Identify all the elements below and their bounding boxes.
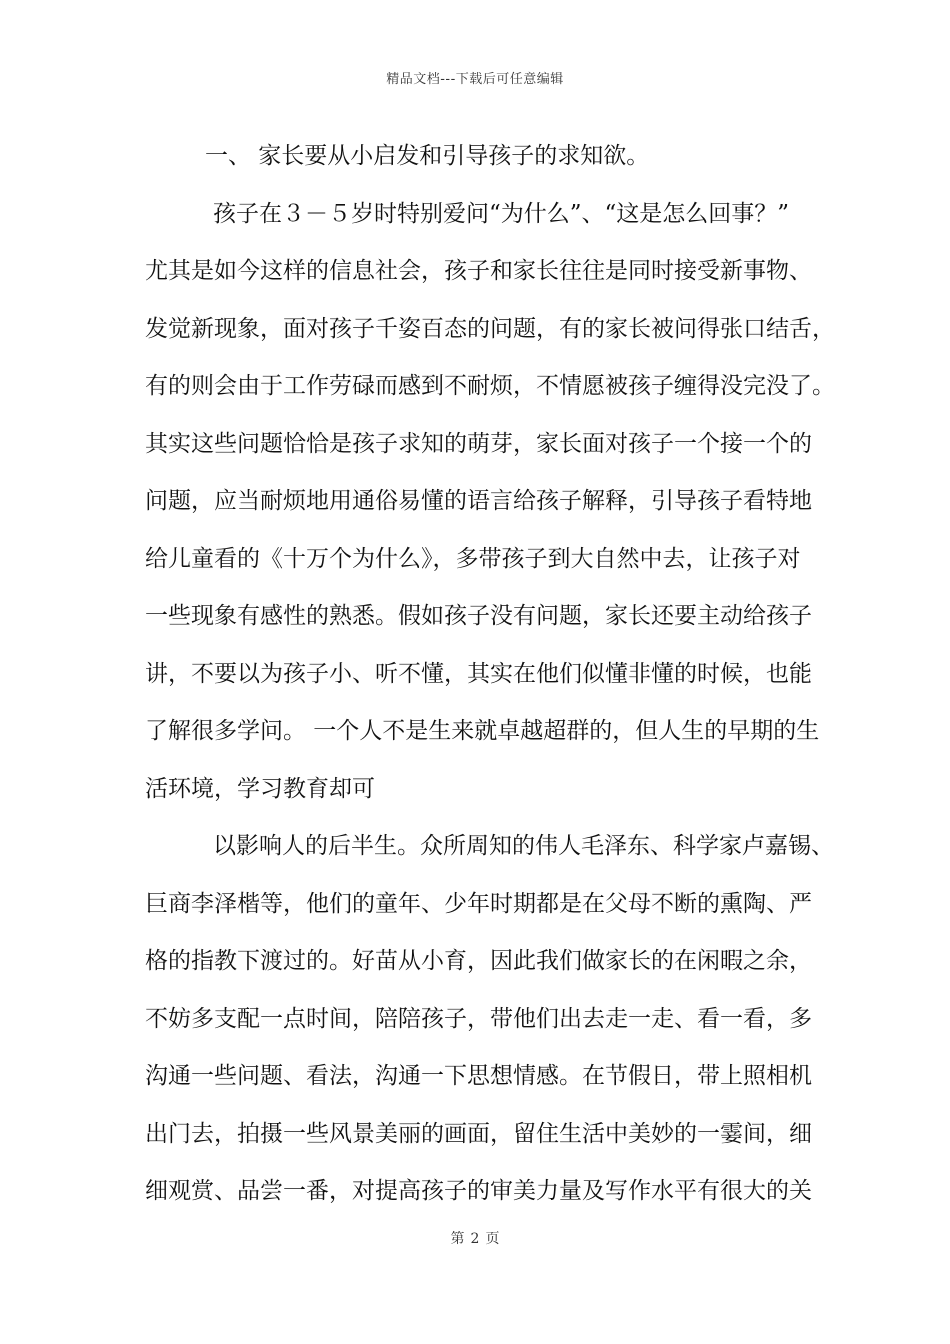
page-footer xyxy=(0,1228,950,1248)
text-line: 其实这些问题恰恰是孩子求知的萌芽，家长面对孩子一个接一个的 xyxy=(145,430,812,457)
text-line: 不妨多支配一点时间，陪陪孩子，带他们出去走一走、看一看，多 xyxy=(145,1005,812,1032)
text-line: 给儿童看的《十万个为什么》，多带孩子到大自然中去，让孩子对 xyxy=(145,545,801,572)
paragraph-2 xyxy=(145,818,834,1221)
text-line: 以影响人的后半生。众所周知的伟人毛泽东、科学家卢嘉锡、 xyxy=(213,833,834,859)
text-line: 巨商李泽楷等，他们的童年、少年时期都是在父母不断的熏陶、严 xyxy=(145,890,812,917)
text-line: 讲，不要以为孩子小、听不懂，其实在他们似懂非懂的时候，也能 xyxy=(145,660,812,687)
text-line: 细观赏、品尝一番，对提高孩子的审美力量及写作水平有很大的关 xyxy=(145,1178,812,1204)
text-line: 孩子在３－５岁时特别爱问“为什么”、“这是怎么回事？” xyxy=(213,200,790,227)
text-line: 出门去，拍摄一些风景美丽的画面，留住生活中美妙的一霎间，细 xyxy=(145,1120,812,1147)
document-body xyxy=(145,128,835,1221)
text-line: 发觉新现象，面对孩子千姿百态的问题，有的家长被问得张口结舌， xyxy=(145,315,835,342)
text-line: 活环境，学习教育却可 xyxy=(145,775,375,802)
text-line: 了解很多学问。 一个人不是生来就卓越超群的，但人生的早期的生 xyxy=(145,718,820,744)
page-suffix: 页 xyxy=(485,1231,500,1247)
page-prefix: 第 xyxy=(450,1231,465,1247)
text-line: 格的指教下渡过的。好苗从小育，因此我们做家长的在闲暇之余， xyxy=(145,948,812,974)
text-line: 有的则会由于工作劳碌而感到不耐烦，不情愿被孩子缠得没完没了。 xyxy=(145,373,835,399)
section-heading: 一、 家长要从小启发和引导孩子的求知欲。 xyxy=(205,143,650,169)
paragraph-1 xyxy=(145,186,835,819)
page-header: 精品文档---下载后可任意编辑 xyxy=(386,72,564,87)
text-line: 问题，应当耐烦地用通俗易懂的语言给孩子解释，引导孩子看特地 xyxy=(145,488,812,514)
text-line: 一些现象有感性的熟悉。假如孩子没有问题，家长还要主动给孩子 xyxy=(145,603,812,629)
text-line: 沟通一些问题、看法，沟通一下思想情感。在节假日，带上照相机 xyxy=(145,1063,812,1089)
text-line: 尤其是如今这样的信息社会，孩子和家长往往是同时接受新事物、 xyxy=(145,258,812,284)
page-number: 2 xyxy=(470,1231,480,1247)
